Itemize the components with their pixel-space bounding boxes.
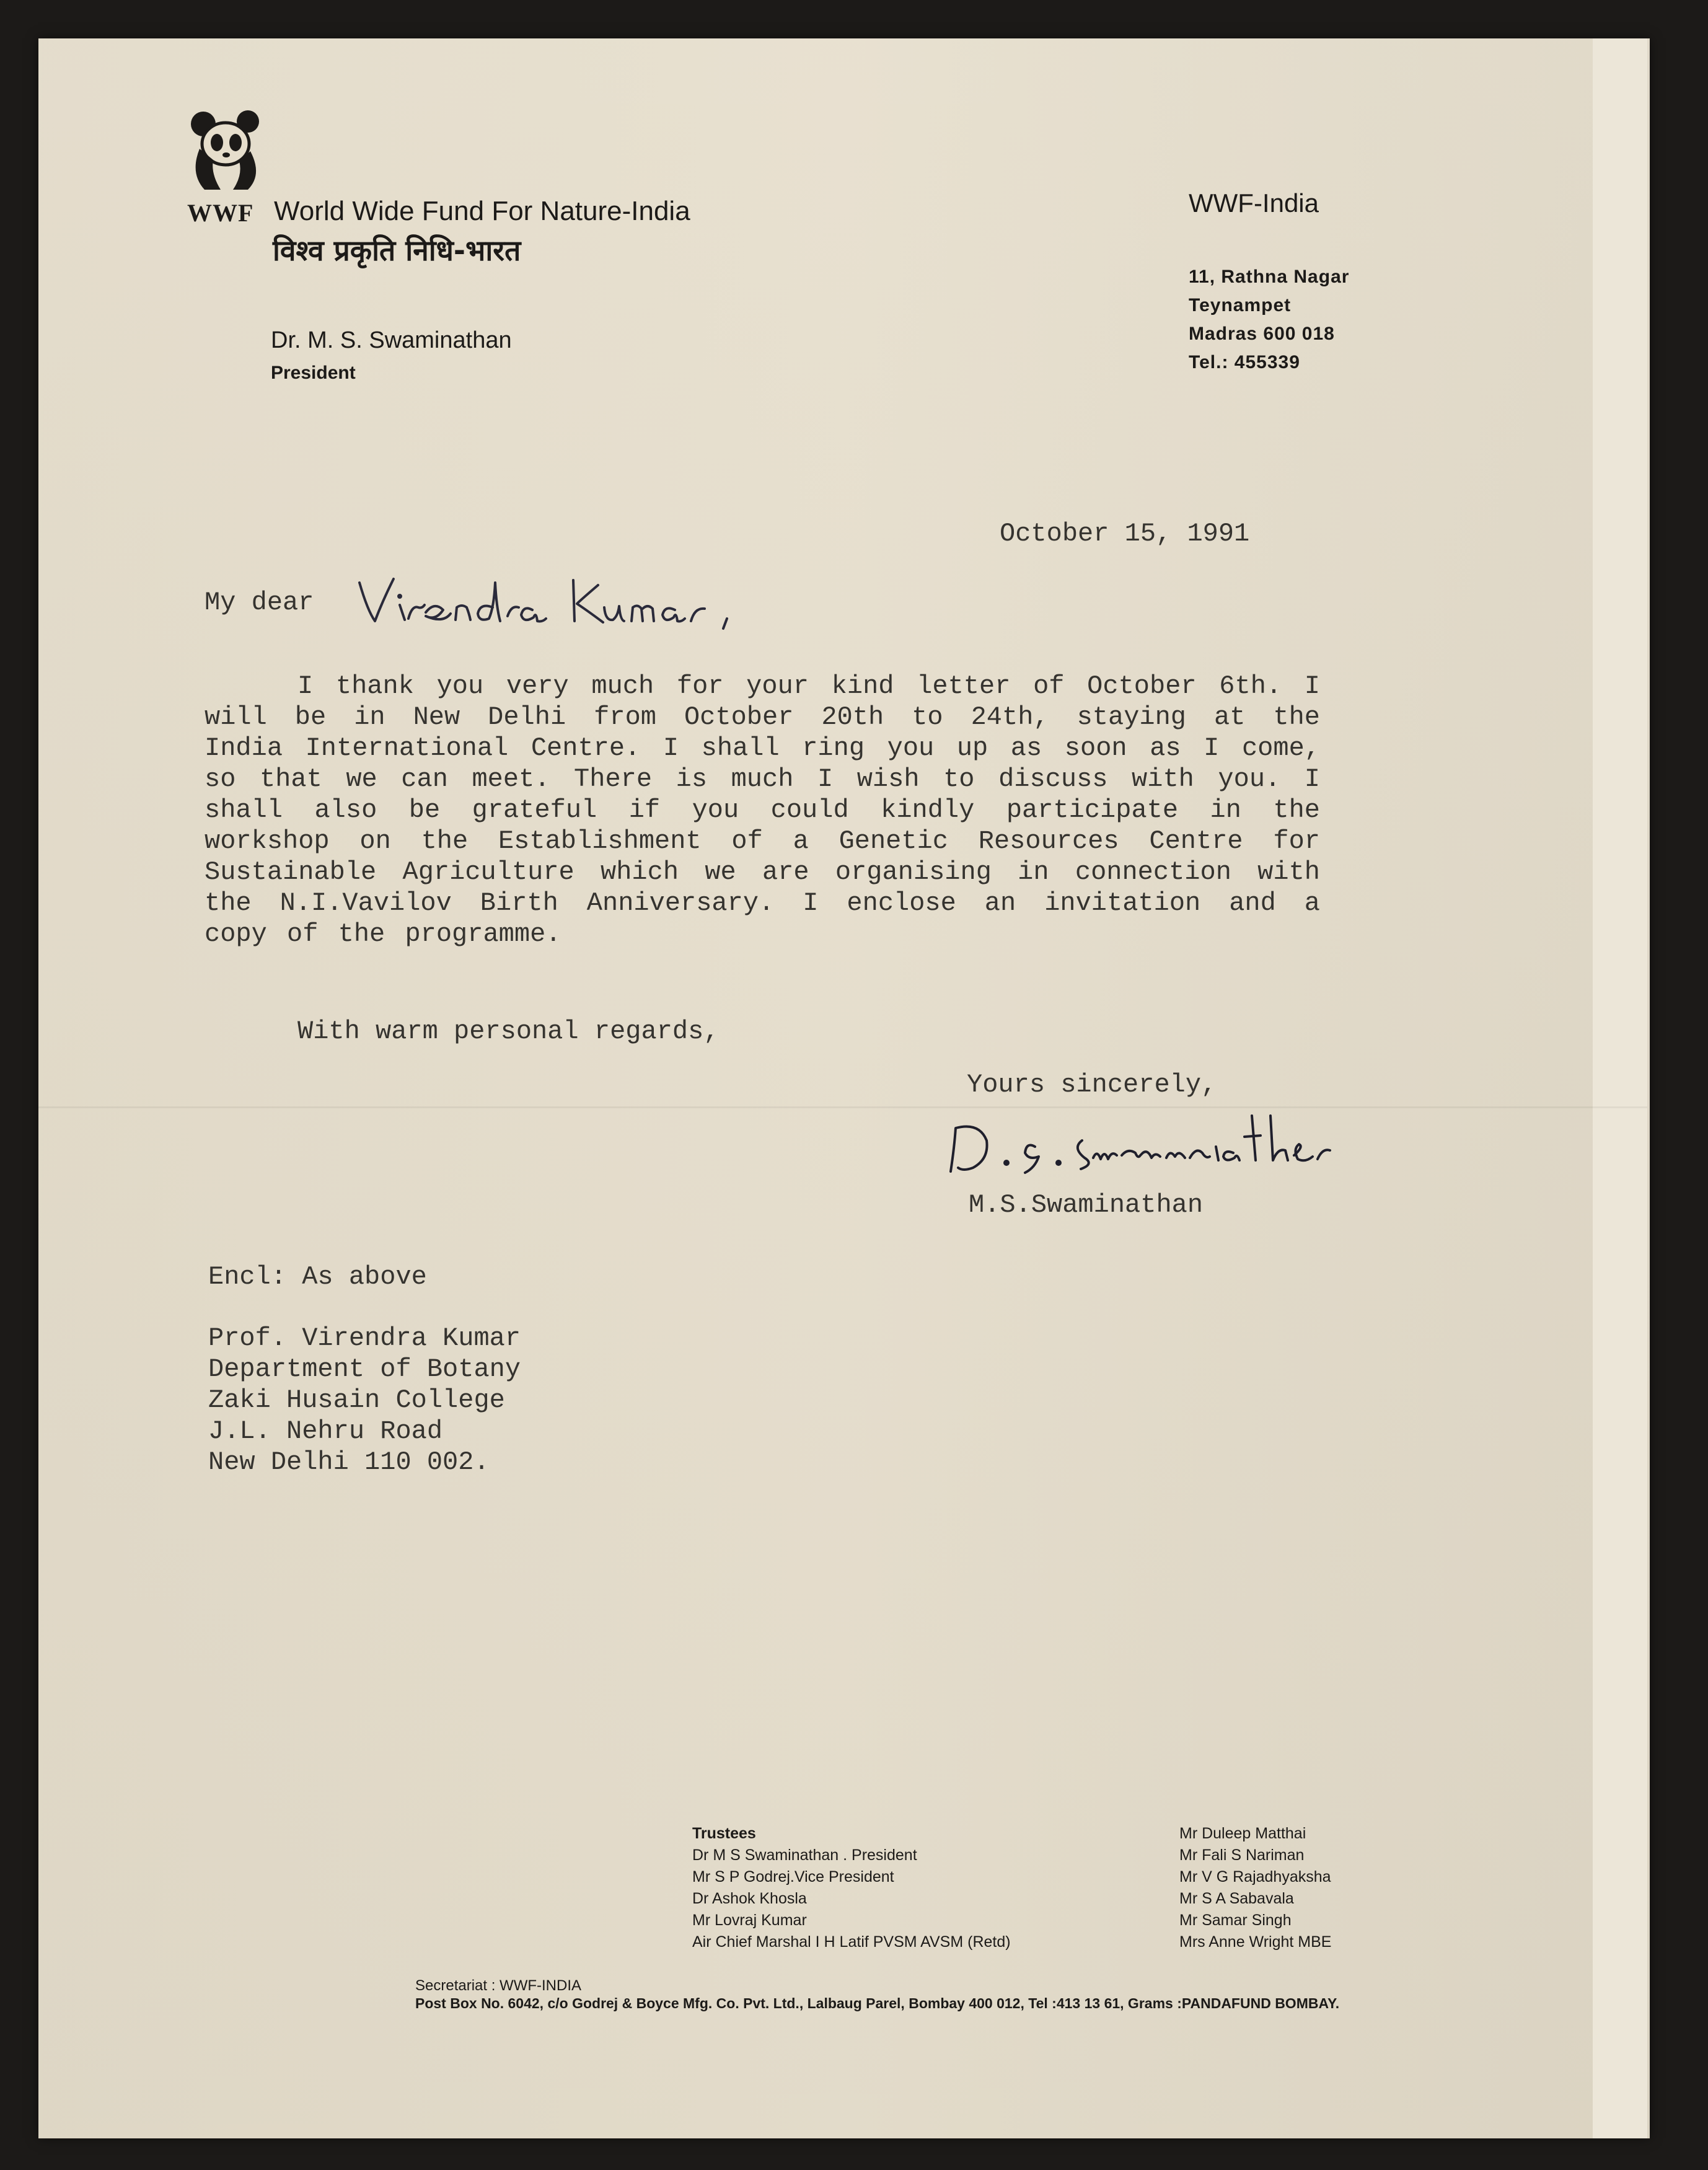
recipient-line: J.L. Nehru Road <box>208 1416 443 1446</box>
letter-body: I thank you very much for your kind letter of October 6th. I will be in New Delhi from October 20th to 24th, staying at the India International Centre. I shall ring you up as soon as I come, so that we can meet. There is much I wish to discuss with you. I shall also be grateful if you could kindly participate in the workshop on the Establishment of a Genetic Resources Centre for Sustainable Agriculture which we are organising in connection with the N.I.Vavilov Birth Anniversary. I enclose an invitation and a copy of the programme. <box>205 671 1320 949</box>
trustee-name: Mr Samar Singh <box>1179 1912 1292 1929</box>
salutation: My dear <box>205 588 314 617</box>
address-line: Madras 600 018 <box>1189 324 1335 344</box>
handwritten-recipient-name <box>356 564 734 632</box>
signature <box>942 1103 1394 1184</box>
president-name: Dr. M. S. Swaminathan <box>271 327 512 353</box>
paper-fold-crease <box>38 1106 1647 1108</box>
letter-date: October 15, 1991 <box>1000 519 1250 549</box>
signer-name: M.S.Swaminathan <box>969 1190 1204 1220</box>
trustees-list-right <box>1179 1823 1331 1953</box>
address-line: Teynampet <box>1189 295 1292 315</box>
trustee-name: Mrs Anne Wright MBE <box>1179 1933 1332 1951</box>
paper-edge <box>1593 38 1647 2138</box>
regards-line: With warm personal regards, <box>297 1017 720 1046</box>
panda-logo-icon <box>186 105 266 192</box>
recipient-line: Prof. Virendra Kumar <box>208 1323 521 1353</box>
trustees-heading: Trustees <box>692 1825 756 1842</box>
president-title: President <box>271 363 356 383</box>
trustee-name: Dr Ashok Khosla <box>692 1890 807 1907</box>
trustee-name: Mr S P Godrej.Vice President <box>692 1868 894 1886</box>
recipient-address <box>208 1323 521 1478</box>
trustee-name: Mr Fali S Nariman <box>1179 1846 1305 1864</box>
trustee-name: Mr Lovraj Kumar <box>692 1912 807 1929</box>
org-abbreviation: WWF <box>187 199 254 227</box>
address-line: 11, Rathna Nagar <box>1189 267 1350 287</box>
trustee-name: Mr S A Sabavala <box>1179 1890 1294 1907</box>
trustee-name: Dr M S Swaminathan . President <box>692 1846 917 1864</box>
recipient-line: New Delhi 110 002. <box>208 1447 490 1477</box>
enclosure-note: Encl: As above <box>208 1262 427 1292</box>
postal-address: Post Box No. 6042, c/o Godrej & Boyce Mfg. Co. Pvt. Ltd., Lalbaug Parel, Bombay 400 012, Tel :413 13 61, Grams :PANDAFUND BOMBAY. <box>415 1995 1340 2011</box>
secretariat-label: Secretariat : WWF-INDIA <box>415 1977 582 1994</box>
office-name: WWF-India <box>1189 188 1319 218</box>
recipient-line: Zaki Husain College <box>208 1385 505 1415</box>
trustees-list-left <box>692 1823 1011 1953</box>
trustee-name: Mr Duleep Matthai <box>1179 1825 1306 1842</box>
address-telephone: Tel.: 455339 <box>1189 352 1300 373</box>
org-name-hindi: विश्व प्रकृति निधि-भारत <box>273 234 521 267</box>
trustee-name: Mr V G Rajadhyaksha <box>1179 1868 1331 1886</box>
trustee-name: Air Chief Marshal I H Latif PVSM AVSM (Retd) <box>692 1933 1011 1951</box>
recipient-line: Department of Botany <box>208 1354 521 1384</box>
org-name: World Wide Fund For Nature-India <box>274 196 690 226</box>
closing: Yours sincerely, <box>967 1070 1217 1100</box>
